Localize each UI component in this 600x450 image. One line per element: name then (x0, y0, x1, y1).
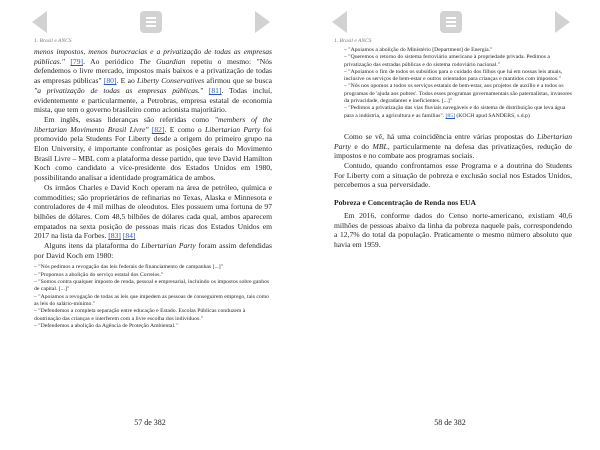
paragraph: Em inglês, essas lideranças são referidas como "members of the libertarian Movimento Brasil Livre" [82]. E como o Libertarian Party foi promovido pela Students For Liberty desde a origem do primeiro grupo na Elon University, é importante confrontar as posições gerais do Movimento Brasil Livre – MBL com a plataforma desse partido, que teve David Hamilton Koch como candidato a vice-presidente dos Estados Unidos em 1980, possibilitando analisar a identidade programática de ambos. (34, 114, 272, 183)
footnote-link[interactable]: [83] (108, 231, 121, 241)
left-page-body (34, 47, 272, 330)
page-number: 57 de 382 (134, 418, 166, 427)
paragraph: Alguns itens da plataforma do Libertarian Party foram assim defendidas por David Koch em 1980: (34, 241, 272, 260)
left-page-nav-bar (0, 10, 300, 36)
next-page-button[interactable] (550, 10, 574, 34)
triangle-right-icon (255, 11, 270, 33)
quote-item: – "Pedimos a privatização das vias fluviais navegáveis e do sistema de distribuição que leva água para a indústria, a agricultura e as famílias". [85] (KOCH apud SANDERS, s.d.p) (344, 105, 566, 119)
previous-page-button[interactable] (27, 10, 51, 34)
quote-item: – "Apoiamos a revogação de todas as leis que impedem as pessoas de conseguirem emprego, tais como as leis do salário-mínimo." (34, 293, 269, 307)
paragraph: menos impostos, menos burocracias e a privatização de todas as empresas públicas." [79]. Ao periódico The Guardian repetiu o mesmo: "Nós defendemos o livre mercado, impostos mais baixos e a privatização de todas as empresas públicas" [80]. E ao Liberty Conservatives afirmou que se busca "a privatização de todas as empresas públicas." [81]. Todas incluí, evidentemente e particularmente, a Petrobras, empresa estatal de economia mista, que tem o governo brasileiro como acionista majoritário. (34, 47, 273, 115)
paragraph: Contudo, quando confrontamos esse Programa e a doutrina do Students For Liberty com a situação de pobreza e exclusão social nos Estados Unidos, percebemos a sua perversidade. (334, 161, 572, 190)
quote-item: – "Somos contra qualquer imposto de renda, pessoal e empresarial, incluindo os impostos sobre ganhos de capital. [...]" (34, 279, 270, 293)
quote-item: – "Defendemos a abolição da Agência de Proteção Ambiental." (34, 322, 178, 329)
triangle-left-icon (32, 11, 47, 33)
running-head: 1. Brasil e ANCS (34, 38, 72, 44)
paragraph: Como se vê, há uma coincidência entre várias propostas do Libertarian Party e do MBL, particularmente na defesa das privatizações, redução de impostos e no combate aos programas sociais. (334, 131, 572, 161)
paragraph: Em 2016, conforme dados do Censo norte-americano, existiam 40,6 milhões de pessoas abaixo da linha da pobreza naquele país, correspondendo a 12,7% do total da população. Praticamente o mesmo número absoluto que havia em 1959. (334, 210, 572, 249)
previous-page-button[interactable] (327, 10, 351, 34)
quote-item: – "Propomos a abolição do serviço estatal dos Correios." (34, 271, 164, 278)
footnote-link[interactable]: [80] (103, 76, 117, 86)
quote-item: – "Apoiamos a abolição do Ministério [Department] de Energia." (344, 47, 493, 53)
paragraph: Os irmãos Charles e David Koch operam na área de petróleo, química e commodities; são proprietários de refinarias no Texas, Alaska e Minnesota e controladores de 4 mil milhas de oleodutos. Eles possuem uma fortuna de 97 bilhões de dólares. Com 48,5 bilhões de dólares cada qual, ambos aparecem empatados na sexta posição de pessoas mais ricas dos Estados Unidos em 2017 na lista da Forbes. [83] [84] (34, 182, 272, 241)
menu-button[interactable] (139, 10, 163, 34)
triangle-left-icon (332, 11, 347, 33)
block-quote (34, 264, 272, 330)
triangle-right-icon (555, 11, 570, 33)
footnote-link[interactable]: [81] (208, 85, 222, 95)
footnote-link[interactable]: [84] (122, 231, 136, 241)
right-page-body (334, 47, 572, 250)
next-page-button[interactable] (250, 10, 274, 34)
right-page (300, 0, 600, 450)
page-number: 58 de 382 (434, 418, 466, 427)
menu-button[interactable] (439, 10, 463, 34)
quote-item: – "Nós nos opomos a todos os serviços estatais de bem-estar, aos projetos de auxílio e a todos os programas de 'ajuda aos pobres'. Todos esses programas governamentais são paternalistas, invasores da privacidade, degradantes e ineficientes. [...]" (344, 83, 572, 105)
quote-item: – "Queremos o retorno do sistema ferroviário americano à propriedade privada. Pedimos a privatização das estradas públicas e do sistema rodoviário nacional." (344, 54, 550, 68)
right-page-nav-bar (300, 10, 600, 36)
quote-item: – "Defendemos a completa separação entre educação e Estado. Escolas Públicas conduzem à doutrinação das crianças e interferem com a livre escolha dos indivíduos." (34, 308, 246, 322)
quote-item: – "Nós pedimos a revogação das leis federais de financiamento de campanhas [...]" (34, 264, 223, 271)
section-title: Pobreza e Concentração de Renda nos EUA (334, 198, 477, 208)
menu-icon (440, 11, 462, 33)
footnote-link[interactable]: [85] (445, 112, 455, 119)
quote-item: – "Apoiamos o fim de todos os subsídios para o cuidado dos filhos que há em nossas leis atuais, inclusive os serviços de bem-estar e outros orientados para crianças e mantidos com impostos." (344, 68, 563, 83)
footnote-link[interactable]: [82] (151, 124, 165, 134)
menu-icon (140, 11, 162, 33)
running-head: 1. Brasil e ANCS (334, 38, 372, 44)
footnote-link[interactable]: [79] (70, 56, 84, 66)
block-quote (334, 47, 572, 120)
